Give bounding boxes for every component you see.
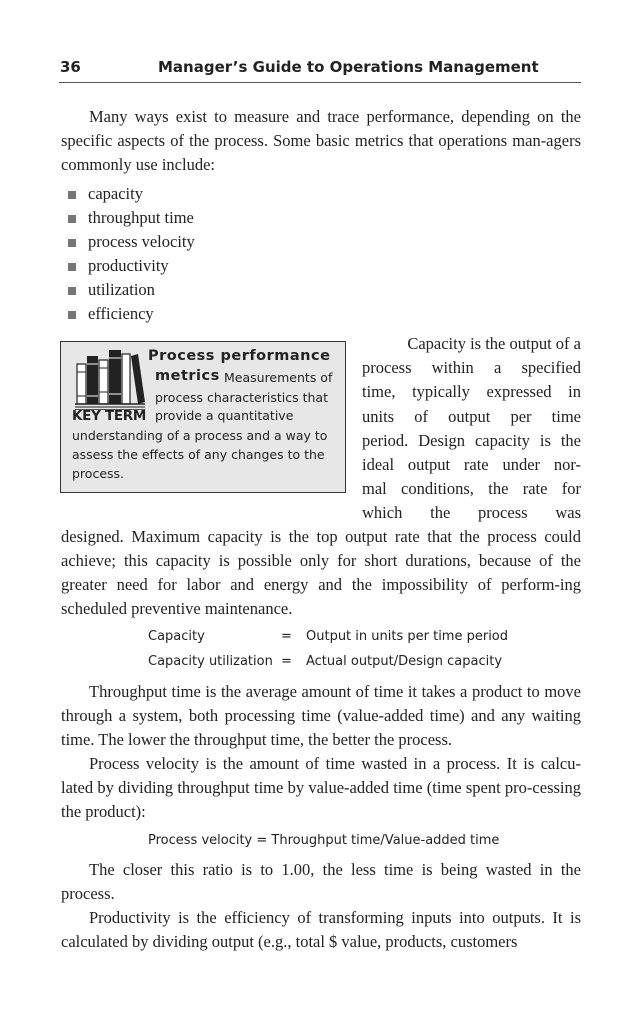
formula-equals: =: [281, 629, 292, 644]
metrics-list: [68, 182, 195, 326]
definition-line: process characteristics that: [155, 390, 328, 405]
text-line: period. Design capacity is the: [362, 430, 581, 450]
term-heading-cont: metrics: [155, 368, 220, 384]
term-heading: Process performance: [148, 348, 331, 364]
list-item: utilization: [68, 278, 195, 302]
intro-paragraph: Many ways exist to measure and trace performance, depending on the specific aspects of the process. Some basic metrics that operations man-agers commonly use include:: [61, 107, 581, 174]
list-item: efficiency: [68, 302, 195, 326]
velocity-formula: Process velocity = Throughput time/Value-added time: [148, 833, 500, 848]
velocity-paragraph: Process velocity is the amount of time wasted in a process. It is calcu-lated by dividing throughput time by value-added time (time spent pro-cessing the product):: [61, 754, 581, 821]
text-line: which the process was: [362, 503, 581, 523]
list-item: productivity: [68, 254, 195, 278]
throughput-paragraph: Throughput time is the average amount of time it takes a product to move through a system, both processing time (value-added time) and any waiting time. The lower the throughput time, the better the process.: [61, 682, 581, 749]
bullet-square-icon: [68, 287, 76, 295]
formula-equals: =: [281, 654, 292, 669]
bullet-square-icon: [68, 239, 76, 247]
capacity-paragraph-continued: designed. Maximum capacity is the top output rate that the process could achieve; this capacity is possible only for short durations, because of the greater need for labor and energy and the impossibility of perform-ing scheduled preventive maintenance.: [61, 527, 581, 618]
book-title: Manager’s Guide to Operations Management: [158, 58, 539, 76]
definition-line: Measurements of: [224, 370, 333, 385]
definition-line: understanding of a process and a way to: [72, 428, 328, 443]
running-header: [59, 56, 581, 83]
list-item: throughput time: [68, 206, 195, 230]
key-term-label: KEY TERM: [72, 408, 147, 424]
text-line: mal conditions, the rate for: [362, 479, 581, 499]
list-item: process velocity: [68, 230, 195, 254]
capacity-column: [362, 332, 581, 526]
text-line: ideal output rate under nor-: [362, 454, 581, 474]
productivity-paragraph: Productivity is the efficiency of transforming inputs into outputs. It is calculated by dividing output (e.g., total $ value, products, customers: [61, 908, 581, 951]
closer-paragraph: The closer this ratio is to 1.00, the less time is being wasted in the process.: [61, 860, 581, 903]
text-line: time, typically expressed in: [362, 382, 581, 402]
formula-definition: Actual output/Design capacity: [306, 654, 503, 669]
list-item: capacity: [68, 182, 195, 206]
definition-line: assess the effects of any changes to the: [72, 447, 325, 462]
text-line: process within a specified: [362, 358, 581, 378]
definition-line: process.: [72, 466, 125, 481]
books-icon: [75, 346, 145, 410]
formula-definition: Output in units per time period: [306, 629, 509, 644]
bullet-square-icon: [68, 215, 76, 223]
bullet-square-icon: [68, 191, 76, 199]
bullet-square-icon: [68, 311, 76, 319]
text-line: Capacity is the output of a: [407, 334, 581, 353]
formula-term: Capacity utilization: [148, 654, 273, 669]
text-line: units of output per time: [362, 406, 581, 426]
formula-term: Capacity: [148, 629, 205, 644]
bullet-square-icon: [68, 263, 76, 271]
page-number: 36: [60, 58, 81, 76]
definition-line: provide a quantitative: [155, 408, 294, 423]
key-term-box: [60, 341, 346, 493]
